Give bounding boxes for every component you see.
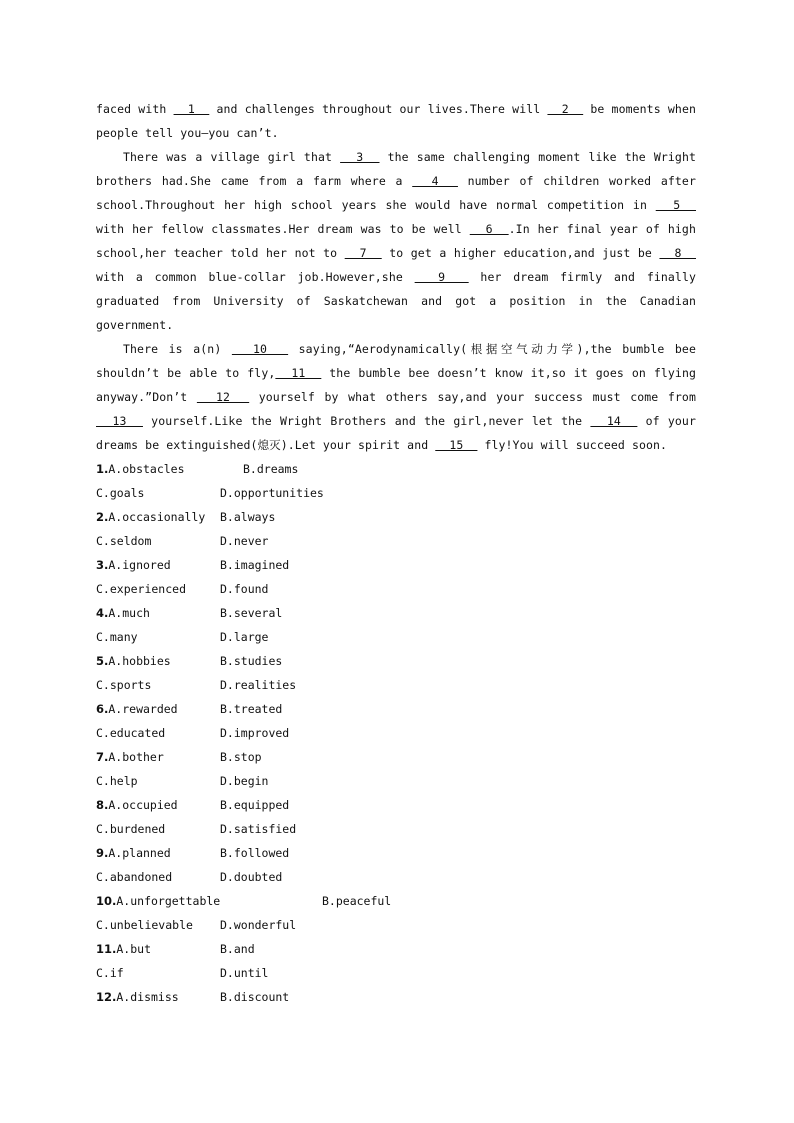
question-number: 1. [96, 462, 109, 476]
answer-blank: 5 [655, 198, 696, 212]
question-row [96, 529, 696, 553]
option-b[interactable]: B.several [220, 606, 283, 620]
passage-text: number of children worked after school.Throughout her high school years she would have normal competition in [96, 174, 696, 212]
option-a[interactable] [96, 937, 151, 961]
passage-text: .In her final year of high school,her teacher told her not to [96, 222, 696, 260]
answer-blank: 12 [196, 390, 250, 404]
question-row [96, 457, 696, 481]
answer-blank: 4 [412, 174, 458, 188]
question-number: 2. [96, 510, 109, 524]
passage-text: her dream firmly and finally graduated from University of Saskatchewan and got a position in the Canadian government. [96, 270, 696, 332]
option-b[interactable]: B.discount [220, 990, 290, 1004]
question-row [96, 697, 696, 721]
passage-text: saying,“Aerodynamically(根据空气动力学),the bumble bee shouldn’t be able to fly, [96, 342, 696, 380]
option-b[interactable]: B.dreams [243, 462, 299, 476]
question-row [96, 625, 696, 649]
option-b[interactable]: B.peaceful [322, 894, 392, 908]
option-c[interactable]: C.abandoned [96, 870, 173, 884]
passage-text: the same challenging moment like the Wright brothers had.She came from a farm where a [96, 150, 696, 188]
option-a[interactable] [96, 457, 185, 481]
question-number: 6. [96, 702, 109, 716]
question-number: 3. [96, 558, 109, 572]
question-row [96, 937, 696, 961]
question-options [96, 457, 696, 1009]
passage-text: and challenges throughout our lives.There will [209, 102, 548, 116]
passage-text: be moments when people tell you—you can’t. [96, 102, 696, 140]
answer-blank: 15 [435, 438, 478, 452]
option-b[interactable]: B.and [220, 942, 255, 956]
option-c[interactable]: C.help [96, 774, 138, 788]
passage-text: with her fellow classmates.Her dream was to be well [96, 222, 470, 236]
question-row [96, 601, 696, 625]
question-number: 4. [96, 606, 109, 620]
option-a-text: A.dismiss [116, 990, 179, 1004]
option-a[interactable] [96, 697, 178, 721]
answer-blank: 10 [231, 342, 289, 356]
question-row [96, 673, 696, 697]
option-c[interactable]: C.burdened [96, 822, 166, 836]
option-b[interactable]: B.imagined [220, 558, 290, 572]
option-c[interactable]: C.seldom [96, 534, 152, 548]
option-a-text: A.obstacles [108, 462, 185, 476]
question-number: 12. [96, 990, 117, 1004]
question-row [96, 817, 696, 841]
answer-blank: 3 [340, 150, 380, 164]
option-c[interactable]: C.sports [96, 678, 152, 692]
passage-paragraph-3 [96, 337, 696, 457]
option-b[interactable]: B.stop [220, 750, 262, 764]
passage-text: yourself by what others say,and your success must come from [249, 390, 696, 404]
cloze-passage [96, 97, 696, 457]
option-b[interactable]: B.followed [220, 846, 290, 860]
worksheet-page [96, 97, 696, 1009]
option-a[interactable] [96, 841, 171, 865]
answer-blank: 2 [547, 102, 584, 116]
option-a-text: A.bother [108, 750, 164, 764]
question-row [96, 913, 696, 937]
option-a-text: A.hobbies [108, 654, 171, 668]
option-c[interactable]: C.unbelievable [96, 918, 193, 932]
option-a[interactable] [96, 601, 150, 625]
question-row [96, 961, 696, 985]
option-d[interactable]: D.wonderful [220, 918, 297, 932]
passage-text: of your dreams be extinguished(熄灭).Let your spirit and [96, 414, 696, 452]
answer-blank: 13 [96, 414, 143, 428]
question-row [96, 865, 696, 889]
question-number: 10. [96, 894, 117, 908]
option-a[interactable] [96, 649, 171, 673]
question-row [96, 889, 696, 913]
answer-blank: 9 [414, 270, 469, 284]
option-a-text: A.rewarded [108, 702, 178, 716]
question-row [96, 793, 696, 817]
answer-blank: 8 [659, 246, 696, 260]
option-d[interactable]: D.until [220, 966, 269, 980]
option-a[interactable] [96, 889, 220, 913]
option-d[interactable]: D.opportunities [220, 486, 324, 500]
question-number: 8. [96, 798, 109, 812]
option-c[interactable]: C.if [96, 966, 124, 980]
question-number: 9. [96, 846, 109, 860]
passage-text: the bumble bee doesn’t know it,so it goes on flying anyway.”Don’t [96, 366, 696, 404]
question-row [96, 745, 696, 769]
option-a-text: A.occupied [108, 798, 178, 812]
question-row [96, 577, 696, 601]
option-d[interactable]: D.found [220, 582, 269, 596]
option-a[interactable] [96, 553, 171, 577]
answer-blank: 14 [590, 414, 638, 428]
option-c[interactable]: C.educated [96, 726, 166, 740]
option-d[interactable]: D.realities [220, 678, 297, 692]
question-row [96, 505, 696, 529]
option-a[interactable] [96, 745, 164, 769]
option-a-text: A.ignored [108, 558, 171, 572]
question-number: 11. [96, 942, 117, 956]
option-c[interactable]: C.goals [96, 486, 145, 500]
question-row [96, 553, 696, 577]
answer-blank: 11 [275, 366, 322, 380]
answer-blank: 7 [344, 246, 382, 260]
option-c[interactable]: C.experienced [96, 582, 187, 596]
option-a-text: A.occasionally [108, 510, 206, 524]
option-c[interactable]: C.many [96, 630, 138, 644]
option-b[interactable]: B.treated [220, 702, 283, 716]
option-a[interactable] [96, 985, 179, 1009]
option-d[interactable]: D.never [220, 534, 269, 548]
option-d[interactable]: D.doubted [220, 870, 283, 884]
question-row [96, 841, 696, 865]
option-d[interactable]: D.improved [220, 726, 290, 740]
passage-text: fly!You will succeed soon. [477, 438, 668, 452]
passage-text: with a common blue-collar job.However,she [96, 270, 415, 284]
passage-text: yourself.Like the Wright Brothers and the girl,never let the [142, 414, 591, 428]
option-d[interactable]: D.begin [220, 774, 269, 788]
option-a-text: A.but [116, 942, 151, 956]
passage-text: There is a(n) [123, 342, 232, 356]
passage-text: faced with [96, 102, 174, 116]
question-row [96, 481, 696, 505]
question-row [96, 985, 696, 1009]
passage-paragraph-1 [96, 97, 696, 145]
option-a-text: A.unforgettable [116, 894, 221, 908]
passage-text: There was a village girl that [123, 150, 341, 164]
option-d[interactable]: D.satisfied [220, 822, 297, 836]
option-a[interactable] [96, 793, 178, 817]
question-number: 7. [96, 750, 109, 764]
question-row [96, 649, 696, 673]
answer-blank: 6 [469, 222, 509, 236]
passage-paragraph-2 [96, 145, 696, 337]
question-row [96, 769, 696, 793]
answer-blank: 1 [173, 102, 210, 116]
option-b[interactable]: B.always [220, 510, 276, 524]
question-row [96, 721, 696, 745]
option-d[interactable]: D.large [220, 630, 269, 644]
option-b[interactable]: B.studies [220, 654, 283, 668]
option-b[interactable]: B.equipped [220, 798, 290, 812]
question-number: 5. [96, 654, 109, 668]
passage-text: to get a higher education,and just be [381, 246, 660, 260]
option-a-text: A.much [108, 606, 150, 620]
option-a[interactable] [96, 505, 205, 529]
option-a-text: A.planned [108, 846, 171, 860]
